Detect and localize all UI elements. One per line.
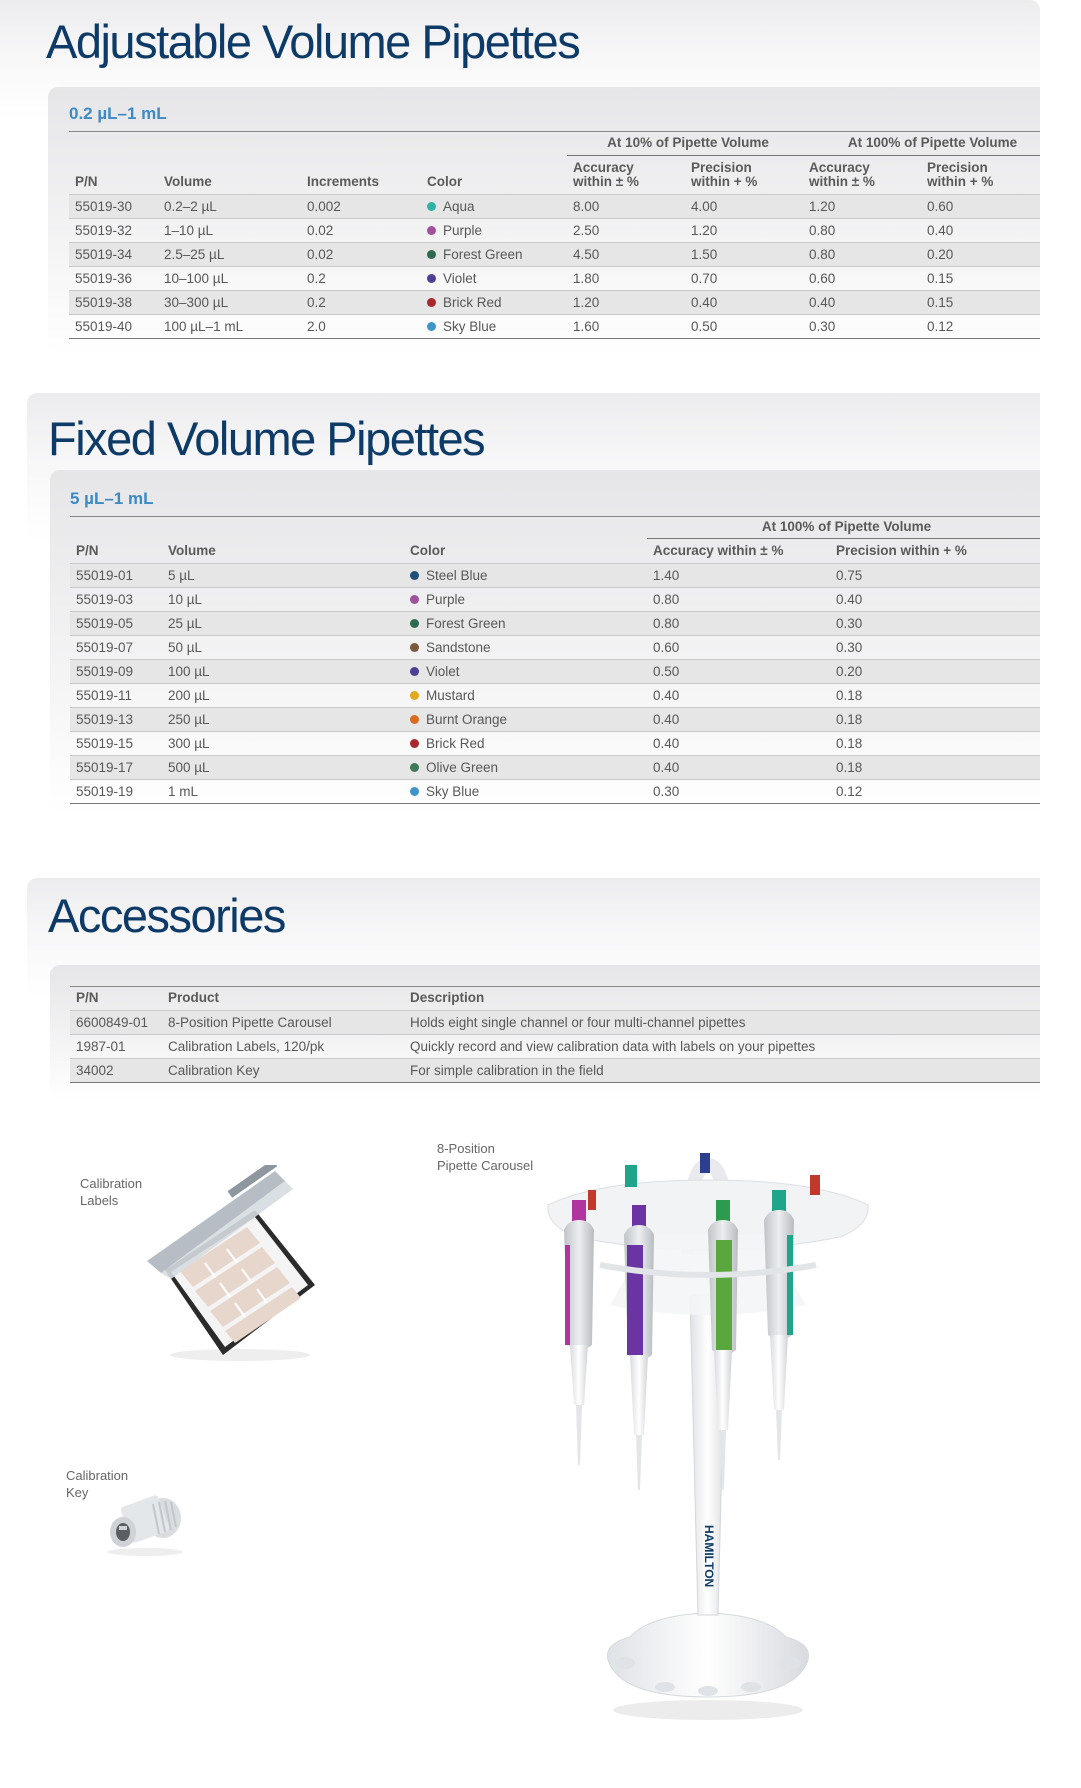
cell-color <box>421 242 567 266</box>
accessories-section-title: Accessories <box>48 889 285 942</box>
cell-pn: 1987-01 <box>70 1035 162 1059</box>
cell-color <box>421 218 567 242</box>
table-row <box>69 194 1040 218</box>
color-name: Sky Blue <box>443 318 497 334</box>
header-pn: P/N <box>76 542 99 558</box>
cell-accuracy: 0.40 <box>647 707 830 731</box>
cell-pn: 55019-17 <box>70 755 162 779</box>
cell-volume: 1–10 µL <box>158 218 301 242</box>
cell-accuracy: 0.80 <box>647 587 830 611</box>
table-row <box>69 242 1040 266</box>
color-name: Forest Green <box>443 246 523 262</box>
table-row <box>69 266 1040 290</box>
calibration-key-image <box>95 1490 195 1560</box>
cell-increments: 0.2 <box>301 266 421 290</box>
cell-precision-100: 0.20 <box>921 242 1040 266</box>
color-name: Sky Blue <box>426 783 480 799</box>
cell-precision-10: 1.50 <box>685 242 803 266</box>
header-precision: Precision within + % <box>836 542 967 558</box>
cell-accuracy-10: 8.00 <box>567 194 685 218</box>
cell-accuracy-10: 1.80 <box>567 266 685 290</box>
cell-precision: 0.18 <box>830 683 1040 707</box>
cell-color <box>404 683 647 707</box>
cell-volume: 200 µL <box>162 683 404 707</box>
header-accuracy-10 <box>567 155 685 194</box>
color-name: Aqua <box>443 198 475 214</box>
color-name: Brick Red <box>443 294 502 310</box>
table-row <box>70 563 1040 587</box>
cell-increments: 0.002 <box>301 194 421 218</box>
header-pn: P/N <box>76 990 99 1005</box>
table-row <box>70 635 1040 659</box>
cell-color <box>421 266 567 290</box>
cell-pn: 55019-40 <box>69 314 158 338</box>
header-precision-100-line1: Precision <box>927 159 988 175</box>
cell-volume: 250 µL <box>162 707 404 731</box>
cell-accuracy: 0.40 <box>647 755 830 779</box>
header-precision-10-line2: within + % <box>691 173 758 189</box>
adjustable-section-title: Adjustable Volume Pipettes <box>46 15 580 68</box>
cell-accuracy: 0.30 <box>647 779 830 803</box>
cell-increments: 2.0 <box>301 314 421 338</box>
cell-increments: 0.2 <box>301 290 421 314</box>
cell-pn: 55019-30 <box>69 194 158 218</box>
caption-line: Pipette Carousel <box>437 1158 534 1173</box>
caption-line: Labels <box>80 1193 119 1208</box>
header-description: Description <box>410 990 485 1005</box>
color-swatch-dot <box>427 274 436 283</box>
cell-pn: 55019-34 <box>69 242 158 266</box>
color-swatch-dot <box>427 322 436 331</box>
cell-volume: 50 µL <box>162 635 404 659</box>
cell-precision: 0.30 <box>830 635 1040 659</box>
cell-volume: 5 µL <box>162 563 404 587</box>
color-swatch-dot <box>410 787 419 796</box>
color-name: Purple <box>426 591 466 607</box>
cell-volume: 0.2–2 µL <box>158 194 301 218</box>
cell-color <box>421 194 567 218</box>
group-header-10-percent: At 10% of Pipette Volume <box>567 131 803 155</box>
color-name: Olive Green <box>426 759 499 775</box>
caption-line: 8-Position <box>437 1141 495 1156</box>
color-name: Forest Green <box>426 615 506 631</box>
header-accuracy-10-line2: within ± % <box>573 173 639 189</box>
cell-color <box>404 659 647 683</box>
cell-precision: 0.20 <box>830 659 1040 683</box>
color-name: Steel Blue <box>426 567 488 583</box>
color-swatch-dot <box>427 250 436 259</box>
fixed-pipettes-table <box>70 516 1040 804</box>
cell-accuracy: 0.50 <box>647 659 830 683</box>
cell-pn: 55019-09 <box>70 659 162 683</box>
header-volume: Volume <box>164 173 212 189</box>
cell-volume: 2.5–25 µL <box>158 242 301 266</box>
color-swatch-dot <box>410 691 419 700</box>
cell-color <box>404 611 647 635</box>
adjustable-range-heading: 0.2 µL–1 mL <box>69 104 167 123</box>
cell-precision-100: 0.60 <box>921 194 1040 218</box>
header-precision-10-line1: Precision <box>691 159 752 175</box>
table-row <box>70 1059 1040 1083</box>
cell-accuracy-100: 0.80 <box>803 218 921 242</box>
cell-increments: 0.02 <box>301 218 421 242</box>
fixed-section-title: Fixed Volume Pipettes <box>48 412 485 465</box>
header-accuracy-10-line1: Accuracy <box>573 159 634 175</box>
cell-precision-10: 0.50 <box>685 314 803 338</box>
cell-volume: 10 µL <box>162 587 404 611</box>
cell-pn: 55019-15 <box>70 731 162 755</box>
color-swatch-dot <box>410 715 419 724</box>
cell-pn: 55019-03 <box>70 587 162 611</box>
color-swatch-dot <box>410 595 419 604</box>
cell-pn: 55019-01 <box>70 563 162 587</box>
color-swatch-dot <box>410 763 419 772</box>
cell-color <box>404 563 647 587</box>
cell-accuracy: 0.80 <box>647 611 830 635</box>
cell-product: 8-Position Pipette Carousel <box>162 1011 404 1035</box>
cell-color <box>404 755 647 779</box>
table-row <box>70 779 1040 803</box>
cell-volume: 300 µL <box>162 731 404 755</box>
table-row <box>70 707 1040 731</box>
header-accuracy-100-line2: within ± % <box>809 173 875 189</box>
color-swatch-dot <box>427 226 436 235</box>
cell-accuracy-100: 0.30 <box>803 314 921 338</box>
color-name: Violet <box>443 270 477 286</box>
header-product: Product <box>168 990 220 1005</box>
color-name: Purple <box>443 222 483 238</box>
table-row <box>70 683 1040 707</box>
cell-precision: 0.12 <box>830 779 1040 803</box>
cell-accuracy-10: 1.60 <box>567 314 685 338</box>
cell-accuracy-10: 2.50 <box>567 218 685 242</box>
cell-precision-100: 0.15 <box>921 290 1040 314</box>
cell-product: Calibration Key <box>162 1059 404 1083</box>
cell-precision-100: 0.12 <box>921 314 1040 338</box>
table-row <box>70 587 1040 611</box>
cell-accuracy-100: 0.40 <box>803 290 921 314</box>
table-row <box>70 611 1040 635</box>
cell-precision-10: 1.20 <box>685 218 803 242</box>
cell-accuracy-100: 0.80 <box>803 242 921 266</box>
header-precision-10 <box>685 155 803 194</box>
cell-precision: 0.40 <box>830 587 1040 611</box>
cell-color <box>404 635 647 659</box>
cell-precision: 0.18 <box>830 755 1040 779</box>
cell-pn: 55019-19 <box>70 779 162 803</box>
header-volume: Volume <box>168 542 216 558</box>
color-name: Brick Red <box>426 735 485 751</box>
color-swatch-dot <box>427 202 436 211</box>
cell-color <box>404 587 647 611</box>
table-row <box>69 290 1040 314</box>
fixed-range-heading: 5 µL–1 mL <box>70 489 154 508</box>
cell-pn: 6600849-01 <box>70 1011 162 1035</box>
adjustable-pipettes-table <box>69 131 1040 339</box>
color-name: Sandstone <box>426 639 491 655</box>
caption-line: Calibration <box>66 1468 129 1483</box>
cell-accuracy-10: 1.20 <box>567 290 685 314</box>
cell-precision-100: 0.15 <box>921 266 1040 290</box>
cell-accuracy-100: 0.60 <box>803 266 921 290</box>
cell-pn: 55019-13 <box>70 707 162 731</box>
pipette-carousel-image <box>540 1145 870 1725</box>
header-precision-100-line2: within + % <box>927 173 994 189</box>
cell-description: For simple calibration in the field <box>404 1059 1040 1083</box>
accessories-table <box>70 986 1040 1083</box>
cell-accuracy: 0.60 <box>647 635 830 659</box>
cell-pn: 34002 <box>70 1059 162 1083</box>
cell-color <box>404 731 647 755</box>
cell-description: Holds eight single channel or four multi-channel pipettes <box>404 1011 1040 1035</box>
color-swatch-dot <box>410 643 419 652</box>
cell-pn: 55019-07 <box>70 635 162 659</box>
color-name: Violet <box>426 663 460 679</box>
table-row <box>69 314 1040 338</box>
cell-color <box>421 290 567 314</box>
caption-line: Key <box>66 1485 89 1500</box>
cell-volume: 30–300 µL <box>158 290 301 314</box>
header-color: Color <box>427 173 463 189</box>
fixed-group-header-100-percent: At 100% of Pipette Volume <box>647 516 1040 539</box>
cell-volume: 100 µL <box>162 659 404 683</box>
table-row <box>70 1035 1040 1059</box>
color-name: Mustard <box>426 687 475 703</box>
table-row <box>69 218 1040 242</box>
header-pn: P/N <box>75 173 98 189</box>
cell-accuracy: 1.40 <box>647 563 830 587</box>
header-accuracy-100-line1: Accuracy <box>809 159 870 175</box>
table-row <box>70 1011 1040 1035</box>
cell-precision-10: 0.40 <box>685 290 803 314</box>
cell-precision: 0.30 <box>830 611 1040 635</box>
cell-accuracy-100: 1.20 <box>803 194 921 218</box>
header-accuracy: Accuracy within ± % <box>653 542 784 558</box>
cell-volume: 25 µL <box>162 611 404 635</box>
cell-increments: 0.02 <box>301 242 421 266</box>
table-row <box>70 731 1040 755</box>
cell-volume: 100 µL–1 mL <box>158 314 301 338</box>
cell-precision: 0.18 <box>830 731 1040 755</box>
cell-precision: 0.18 <box>830 707 1040 731</box>
cell-volume: 10–100 µL <box>158 266 301 290</box>
cell-precision-10: 0.70 <box>685 266 803 290</box>
cell-volume: 500 µL <box>162 755 404 779</box>
cell-pn: 55019-05 <box>70 611 162 635</box>
color-swatch-dot <box>410 619 419 628</box>
cell-volume: 1 mL <box>162 779 404 803</box>
header-increments: Increments <box>307 173 380 189</box>
color-swatch-dot <box>410 667 419 676</box>
hamilton-brand-text: HAMILTON <box>702 1525 716 1588</box>
group-header-100-percent: At 100% of Pipette Volume <box>803 131 1040 155</box>
cell-pn: 55019-38 <box>69 290 158 314</box>
table-row <box>70 659 1040 683</box>
header-precision-100 <box>921 155 1040 194</box>
color-swatch-dot <box>410 739 419 748</box>
cell-color <box>404 707 647 731</box>
cell-color <box>404 779 647 803</box>
cell-description: Quickly record and view calibration data with labels on your pipettes <box>404 1035 1040 1059</box>
cell-precision-100: 0.40 <box>921 218 1040 242</box>
cell-pn: 55019-11 <box>70 683 162 707</box>
table-row <box>70 755 1040 779</box>
calibration-labels-image <box>135 1165 335 1365</box>
color-swatch-dot <box>410 571 419 580</box>
cell-precision: 0.75 <box>830 563 1040 587</box>
color-swatch-dot <box>427 298 436 307</box>
cell-accuracy: 0.40 <box>647 731 830 755</box>
header-color: Color <box>410 542 446 558</box>
cell-accuracy: 0.40 <box>647 683 830 707</box>
cell-accuracy-10: 4.50 <box>567 242 685 266</box>
cell-precision-10: 4.00 <box>685 194 803 218</box>
cell-product: Calibration Labels, 120/pk <box>162 1035 404 1059</box>
header-accuracy-100 <box>803 155 921 194</box>
color-name: Burnt Orange <box>426 711 508 727</box>
cell-pn: 55019-32 <box>69 218 158 242</box>
cell-color <box>421 314 567 338</box>
cell-pn: 55019-36 <box>69 266 158 290</box>
caption-line: Calibration <box>80 1176 143 1191</box>
